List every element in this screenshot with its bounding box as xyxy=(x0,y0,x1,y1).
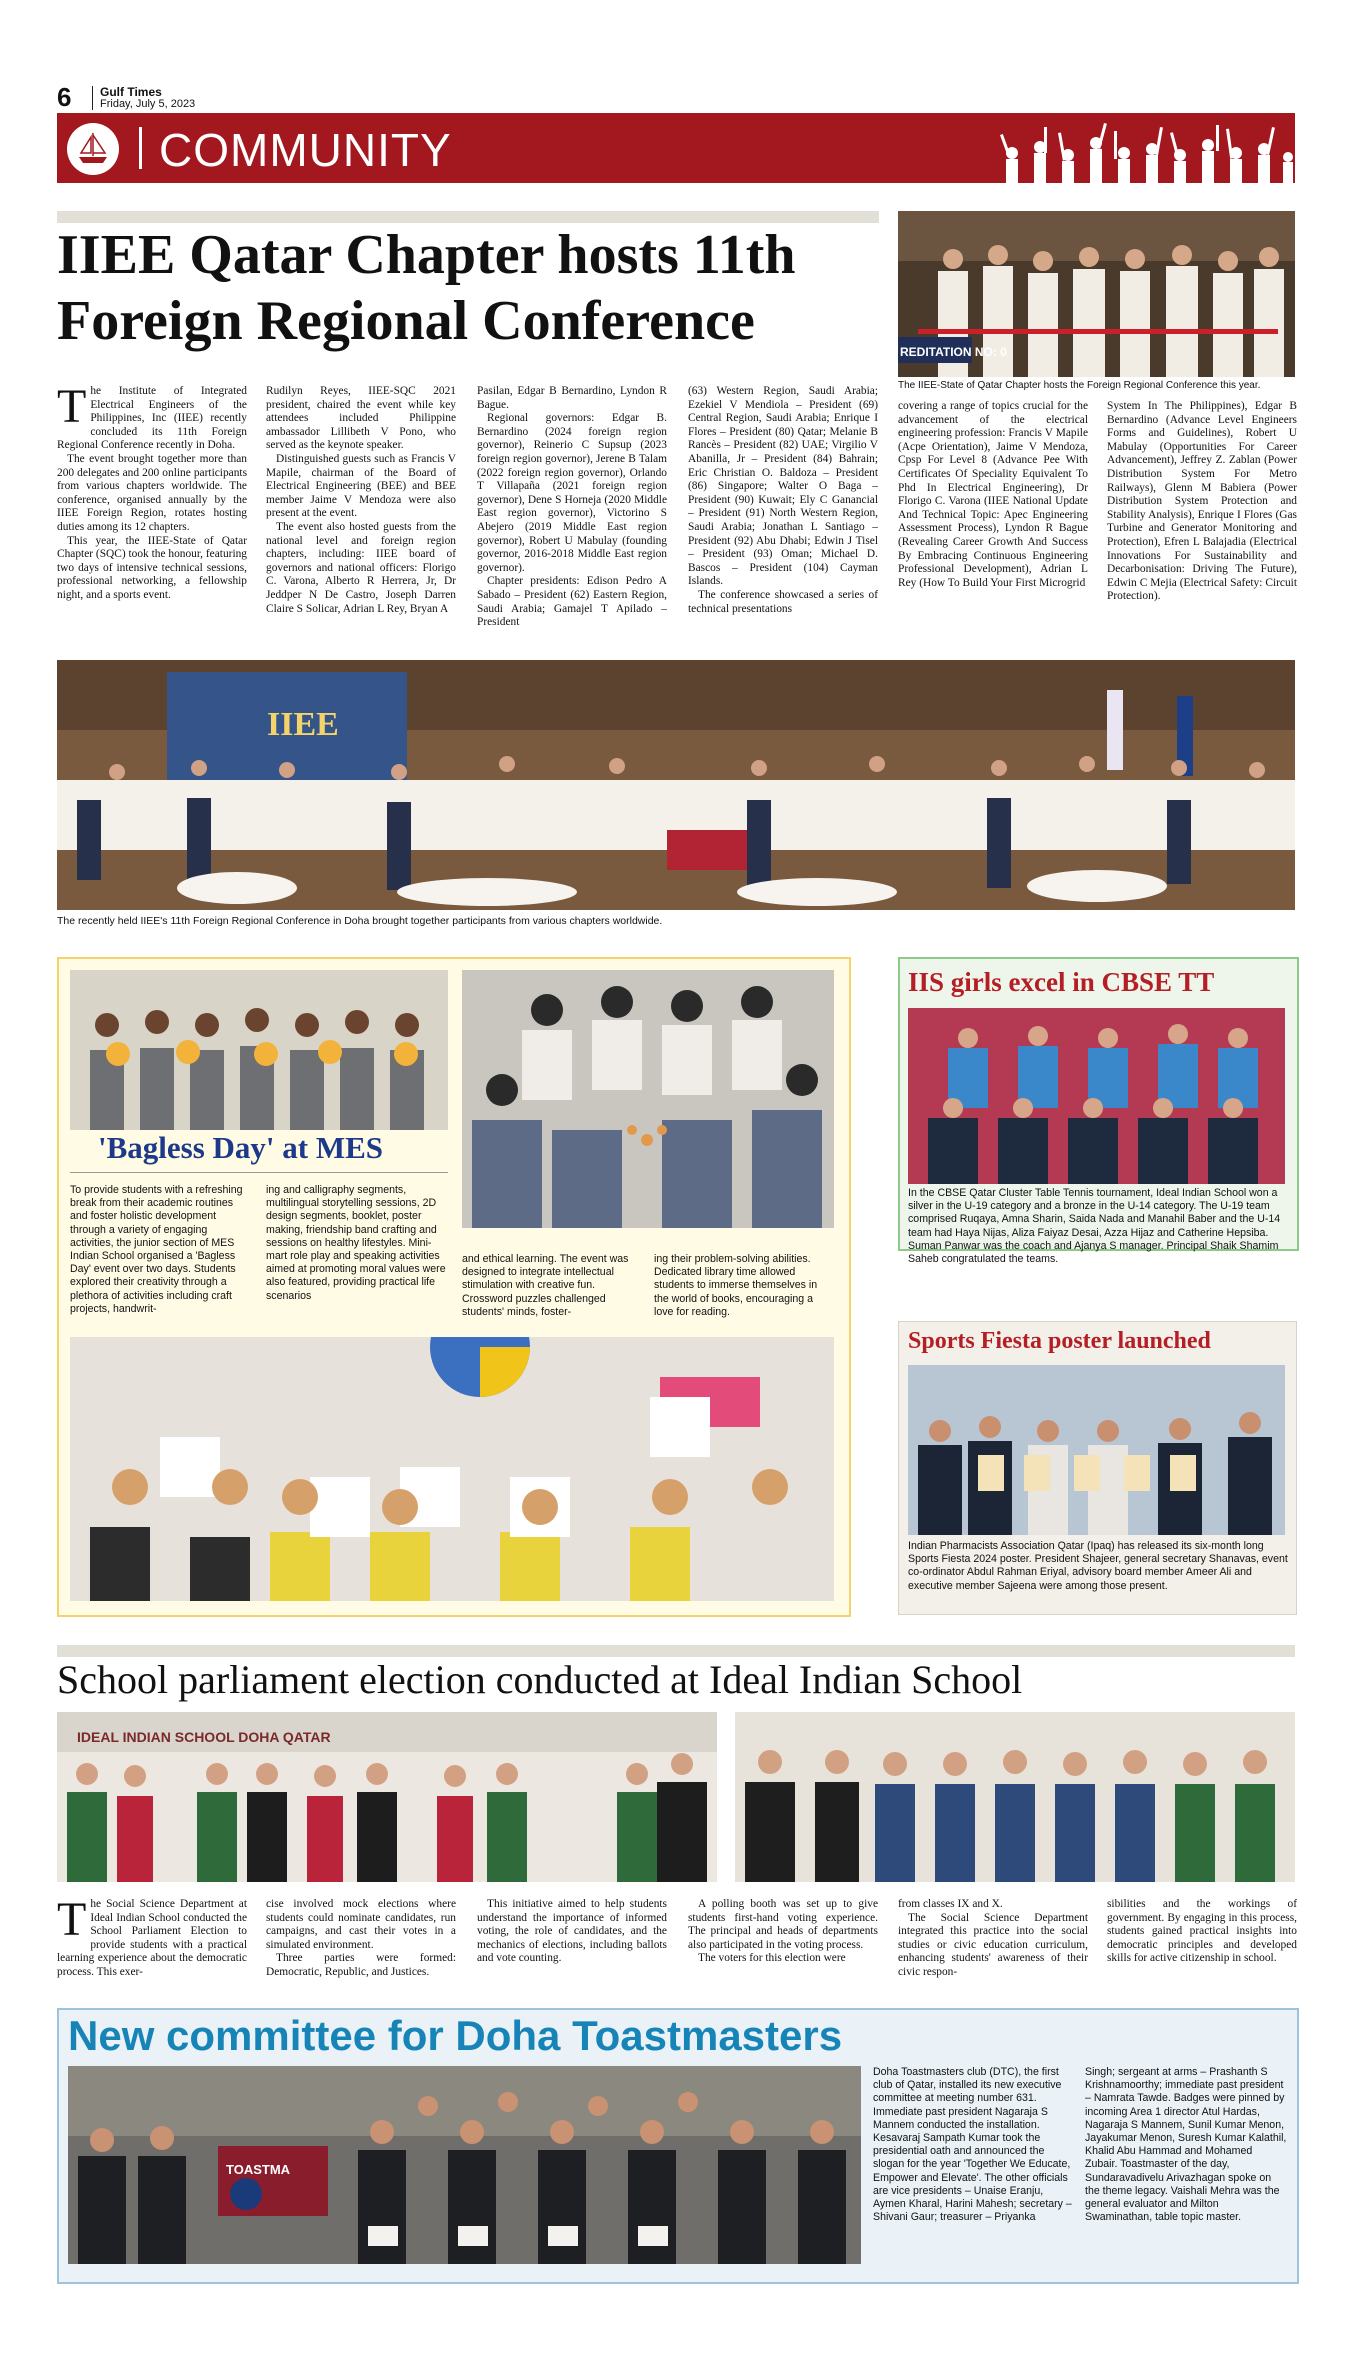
iis-body xyxy=(908,1187,1288,1266)
iiee-col-6 xyxy=(1107,400,1297,604)
parliament-col-3 xyxy=(477,1898,667,1966)
iiee-banner-text: IIEE xyxy=(267,706,339,743)
parliament-photo-right xyxy=(735,1712,1295,1882)
iiee-col-5 xyxy=(898,400,1088,590)
iiee-para: The event also hosted guests from the national level and foreign region chapters, including: IIEE board of governors and national officers: Florigo C. Varona, Alberto R Herrera, Jr, Dr Jeddper N De Castro, Joseph Darren Claire S Solicar, Adrian L Rey, Bryan A xyxy=(266,520,456,615)
school-banner-text: IDEAL INDIAN SCHOOL DOHA QATAR xyxy=(77,1729,331,1745)
mes-col-1 xyxy=(70,1184,248,1316)
iiee-headline: IIEE Qatar Chapter hosts 11th Foreign Regional Conference xyxy=(57,224,796,352)
toastmasters-headline: New committee for Doha Toastmasters xyxy=(68,2012,843,2059)
iiee-dropcap: T xyxy=(57,380,87,433)
iiee-para: System In The Philippines), Edgar B Bernardino (Advance Level Engineers Forms and Guidelines), Robert U Mabulay (Opportunities For Career Advancement), Jeffrey Z. Zablan (Power Distribution System For Metro Railways), Glenn M Babiera (Power Distribution System Protection and Stability Analysis), Enrique I Flores (Gas Turbine and Generator Monitoring and Protection), Efren L Balajadia (Electrical Innovations For Sustainability and Decarbonisation: Driving The Future), Edwin C Mejia (Electrical Safety: Circuit Protection). xyxy=(1107,400,1297,603)
section-title: COMMUNITY xyxy=(159,124,452,176)
iiee-para: Pasilan, Edgar B Bernardino, Lyndon R Bague. xyxy=(477,385,667,411)
iis-team-photo xyxy=(908,1008,1285,1184)
parliament-col-2 xyxy=(266,1898,456,1980)
parliament-para: sibilities and the workings of government. By engaging in this process, students gained practical insights into democratic principles and developed skills for active citizenship in school. xyxy=(1107,1898,1297,1965)
toastmasters-para: Singh; sergeant at arms – Prashanth S Krishnamoorthy; immediate past president – Namrata Tawde. Badges were pinned by incoming Area 1 director Atul Hardas, Nagaraja S Mannem, Sunil Kumar Menon, Jayakumar Menon, Suresh Kumar Kalathil, Khalid Abu Hammad and Mohamed Zubair. Toastmaster of the day, Sundaravadivelu Arivazhagan spoke on the theme legacy. Vaishali Mehra was the general evaluator and Milton Swaminathan, table topic master. xyxy=(1085,2066,1287,2224)
iiee-para: Regional governors: Edgar B. Bernardino (2024 foreign region governor), Reinerio C Supsup (2023 foreign region governor), Jerene B Talam (2022 foreign region governor), Orlando T Villapaña (2021 foreign region governor), Dene S Horneja (2020 Middle East region governor), Victorino S Abejero (2019 Middle East region governor), Robert U Mabulay (founding governor, 2016-2018 Middle East region governor). xyxy=(477,412,667,574)
iiee-col-3 xyxy=(477,385,667,630)
iiee-col-4 xyxy=(688,385,878,616)
toastmasters-col-1 xyxy=(873,2066,1075,2224)
parliament-para: A polling booth was set up to give students first-hand voting experience. The principal and heads of departments also participated in the voting process. xyxy=(688,1898,878,1951)
iis-para: In the CBSE Qatar Cluster Table Tennis tournament, Ideal Indian School won a silver in the U-19 category and a bronze in the U-14 category. The U-19 team comprised Ruqaya, Amna Sharin, Saida Nada and Manahil Baber and the U-14 team had Haya Nijas, Aliza Faiyaz Desai, Azza Hijaz and Catherine Hepsiba. Suman Panwar was the coach and Ajanya S manager. Principal Shaik Shamim Saheb congratulated the teams. xyxy=(908,1187,1281,1266)
mes-col-4 xyxy=(654,1253,834,1319)
iiee-para: (63) Western Region, Saudi Arabia; Ezekiel V Mendiola – President (69) Central Region, Saudi Arabia; Enrique I Flores – President (80) Qatar; Melanie B Rancès – President (82) UAE; Virgilio V Abanilla, Jr – President (84) Bahrain; Eric Christian O. Baldoza – President (86) Singapore; Walter O Baga – President (90) Kuwait; Ely C Ganancial – President (91) North Western Region, Saudi Arabia; Jonathan L Santiago – President (92) Abu Dhabi; Edwin J Tisel – President (93) Oman; Michael D. Bascos – President (104) Cayman Islands. xyxy=(688,385,878,588)
parliament-col-5 xyxy=(898,1898,1088,1980)
parliament-para: cise involved mock elections where students could nominate candidates, run campaigns, and cast their votes in a simulated environment. xyxy=(266,1898,456,1951)
iiee-para: Rudilyn Reyes, IIEE-SQC 2021 president, chaired the event while key attendees included Philippine ambassador Lillibeth V Pono, who served as the keynote speaker. xyxy=(266,385,456,452)
fiesta-body xyxy=(908,1540,1288,1593)
iiee-para: Chapter presidents: Edison Pedro A Sabado – President (62) Eastern Region, Saudi Arabia; Gamajel T Apilado – President xyxy=(477,575,667,629)
header-divider xyxy=(92,86,93,110)
mes-headline-rule xyxy=(70,1172,448,1173)
mes-color-wheel-photo xyxy=(70,1337,834,1601)
crowd-silhouette-icon xyxy=(992,113,1295,183)
parliament-para: The voters for this election were xyxy=(698,1952,846,1965)
parliament-para: Three parties were formed: Democratic, Republic, and Justices. xyxy=(266,1952,456,1978)
iiee-col-1 xyxy=(57,380,247,603)
plaque-text: REDITATION NO: 0 xyxy=(900,345,1007,359)
iiee-para: The event brought together more than 200 delegates and 200 online participants from various chapters worldwide. The conference, organised annually by the IIEE Foreign Region, rotates hosting duties among its 12 chapters. xyxy=(57,452,247,533)
page-number: 6 xyxy=(57,82,72,112)
toastmasters-para: Doha Toastmasters club (DTC), the first club of Qatar, installed its new executive committee at meeting number 631. Immediate past president Nagaraja S Mannem conducted the installation. Kesavaraj Sampath Kumar took the presidential oath and announced the slogan for the year 'Together We Educate, Empower and Elevate'. The other officials are vice presidents – Unaise Eranju, Aymen Kharal, Harini Mahesh; secretary – Shivani Gaur; treasurer – Priyanka xyxy=(873,2066,1072,2224)
parliament-headline: School parliament election conducted at Ideal Indian School xyxy=(57,1657,1023,1702)
toastmasters-banner-text: TOASTMA xyxy=(226,2162,291,2177)
fiesta-headline: Sports Fiesta poster launched xyxy=(908,1328,1211,1354)
iiee-para: he Institute of Integrated Electrical Engineers of the Philippines, Inc (IIEE) recently concluded its 11th Foreign Regional Conference recently in Doha. xyxy=(57,385,247,452)
iiee-para: covering a range of topics crucial for the advancement of the electrical engineering profession: Francis V Mapile (Acpe Orientation), Jaime V Mendoza, Cpsp For Level 8 (Advance Pee With Certificates Of Speciality Equivalent To Phd In Electrical Engineering), Dr Florigo C. Varona (IIEE National Update And Technical Topic: Apec Engineering Assessment Process), Lyndon R Bague (Revealing Career Growth And Success By Embracing Continuous Engineering Professional Development), Adrian L Rey (How To Build Your First Microgrid xyxy=(898,400,1088,589)
toastmasters-col-2 xyxy=(1085,2066,1287,2224)
paper-name: Gulf Times xyxy=(100,85,162,99)
iiee-para: Distinguished guests such as Francis V Mapile, chairman of the Board of Electrical Engineering (BEE) and BEE member Jaime V Mendoza were also present at the event. xyxy=(266,452,456,520)
iiee-photo1-caption: The IIEE-State of Qatar Chapter hosts the Foreign Regional Conference this year. xyxy=(898,380,1261,391)
mes-para: To provide students with a refreshing break from their academic routines and foster holistic development through a variety of engaging activities, the junior section of MES Indian School organised a 'Bagless Day' event over two days. Students explored their creativity through a plethora of activities including craft projects, handwrit- xyxy=(70,1184,243,1315)
parliament-para: he Social Science Department at Ideal Indian School conducted the School Parliament Election to provide students with a practical learning experience about the democratic process. This exer- xyxy=(57,1898,247,1978)
mes-para: ing and calligraphy segments, multilingual storytelling sessions, 2D design segments, booklet, poster making, friendship band crafting and sessions on healthy lifestyles. Mini-mart role play and speaking activities aimed at promoting moral values were also featured, providing practical life scenarios xyxy=(266,1184,446,1302)
parliament-para: The Social Science Department integrated this practice into the social studies or civic education curriculum, enhancing students' awareness of their civic respon- xyxy=(898,1911,1088,1978)
mes-para: and ethical learning. The event was designed to integrate intellectual stimulation with creative fun. Crossword puzzles challenged students' minds, foster- xyxy=(462,1253,629,1318)
issue-date: Friday, July 5, 2023 xyxy=(100,98,196,110)
toastmasters-group-photo xyxy=(68,2066,861,2264)
ship-logo-icon xyxy=(67,123,119,175)
parliament-dropcap: T xyxy=(57,1893,87,1946)
parliament-photo-left xyxy=(57,1712,717,1882)
fiesta-para: Indian Pharmacists Association Qatar (Ipaq) has released its six-month long Sports Fiesta 2024 poster. President Shajeer, general secretary Shanavas, event co-ordinator Abdul Rahman Eriyal, advisory board member Ameer Ali and executive member Sajeena were among those present. xyxy=(908,1540,1288,1592)
iiee-photo2-caption: The recently held IIEE's 11th Foreign Regional Conference in Doha brought together participants from various chapters worldwide. xyxy=(57,915,663,927)
parliament-col-4 xyxy=(688,1898,878,1966)
mes-col-3 xyxy=(462,1253,640,1319)
parliament-para: This initiative aimed to help students understand the importance of informed voting, the role of candidates, and the mechanics of elections, including ballots and vote counting. xyxy=(477,1898,667,1965)
mes-para: ing their problem-solving abilities. Dedicated library time allowed students to immerse themselves in the world of books, encouraging a love for reading. xyxy=(654,1253,818,1318)
fiesta-poster-photo xyxy=(908,1365,1285,1535)
iiee-group-photo xyxy=(57,660,1295,910)
section-divider xyxy=(139,127,142,169)
mes-circle-hands-photo xyxy=(462,970,834,1228)
iis-headline: IIS girls excel in CBSE TT xyxy=(908,967,1215,997)
mes-headline: 'Bagless Day' at MES xyxy=(98,1130,384,1165)
mes-col-2 xyxy=(266,1184,446,1303)
iiee-para: This year, the IIEE-State of Qatar Chapter (SQC) took the honour, featuring two days of intensive technical sessions, professional networking, a fellowship night, and a sports event. xyxy=(57,534,247,601)
parliament-para: from classes IX and X. xyxy=(898,1898,1003,1910)
parliament-col-6 xyxy=(1107,1898,1297,1966)
iiee-para: The conference showcased a series of technical presentations xyxy=(688,588,878,615)
section-banner xyxy=(57,113,1295,183)
mes-craft-photo xyxy=(70,970,448,1130)
iiee-col-2 xyxy=(266,385,456,616)
parliament-col-1 xyxy=(57,1893,247,1980)
iiee-ribbon-cutting-photo xyxy=(898,211,1295,377)
